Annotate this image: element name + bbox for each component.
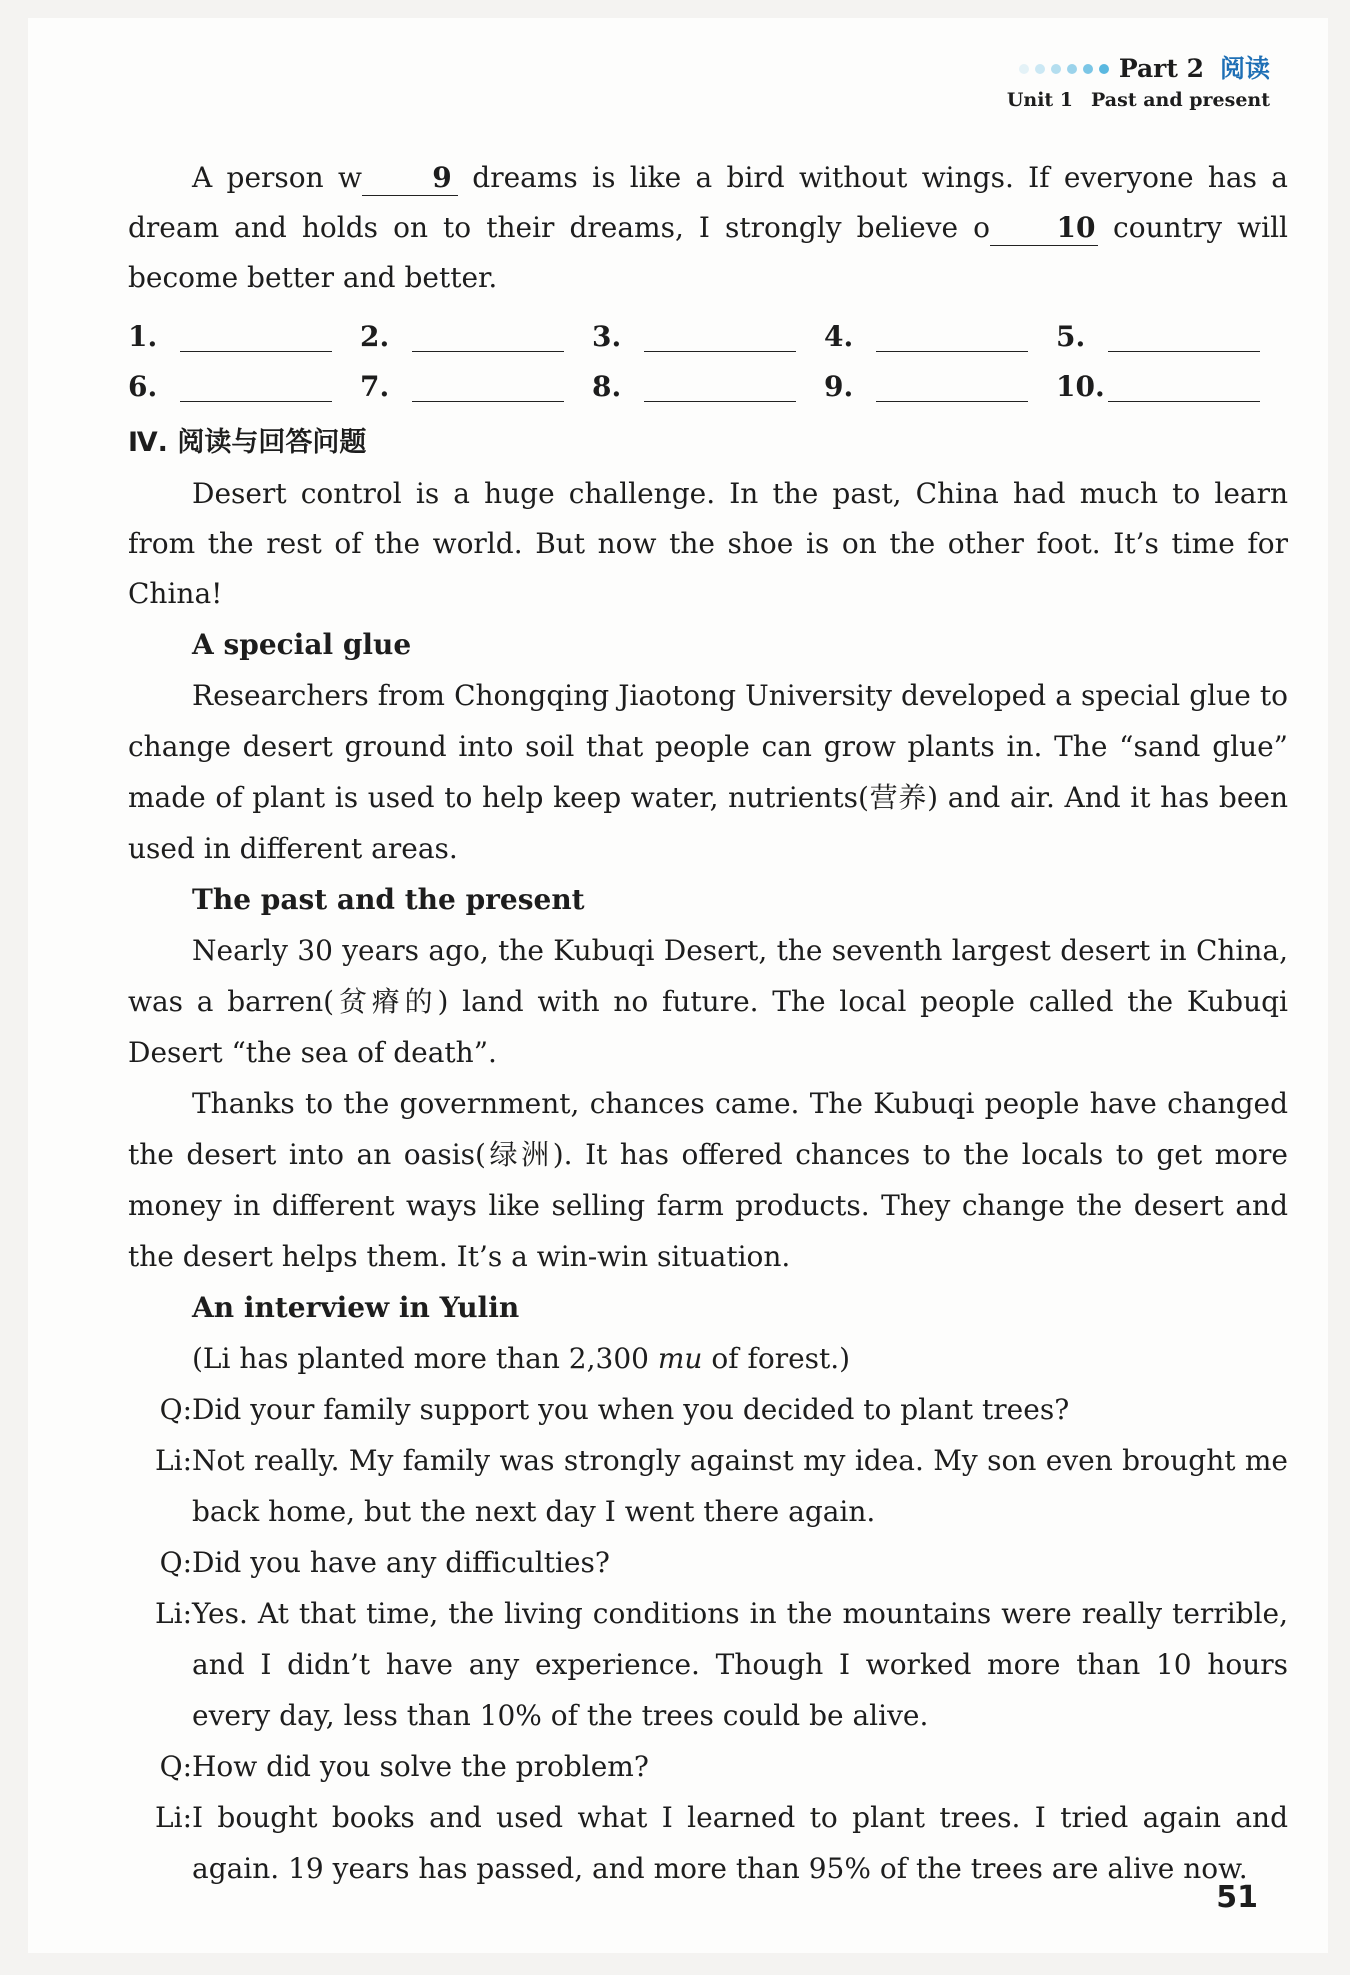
answer-line[interactable] [876,321,1028,352]
answer-cell[interactable] [1056,320,1288,353]
answer-cell[interactable] [824,370,1056,403]
cloze-blank-10: 10 [990,211,1098,246]
answer-number: 10. [1056,369,1105,403]
section-title: Ⅳ. 阅读与回答问题 [128,427,367,458]
header-part: Part 2 [1118,54,1204,83]
cloze-text-b: dreams is like a bird without wings. If everyone has a dream and holds on to their dreams, I strongly believe o [128,161,1288,244]
answer-number: 8. [592,369,622,403]
answer-cell[interactable] [592,320,824,353]
answer-number: 4. [824,319,854,353]
answer-cell[interactable] [128,320,360,353]
answer-number: 5. [1056,319,1086,353]
answer-cell[interactable] [128,370,360,403]
interview-line [128,1741,1288,1792]
paragraph-special-glue: Researchers from Chongqing Jiaotong University developed a special glue to change desert ground into soil that people can grow plants in. The “sand glue” made of plant is used to help keep water, nutrients(营养) and air. And it has been used in different areas. [128,679,1288,865]
interview-line [128,1537,1288,1588]
cloze-blank-9: 9 [362,161,458,196]
header-unit-title: Past and present [1091,89,1270,111]
answer-row-1 [128,311,1288,361]
note-unit-mu: mu [657,1342,703,1375]
interview-line [128,1435,1288,1537]
answer-number: 9. [824,369,854,403]
subheading-past-present: The past and the present [192,883,585,916]
interview-note [192,1333,1288,1384]
note-text-b: of forest.) [702,1342,851,1375]
paragraph-past: Nearly 30 years ago, the Kubuqi Desert, the seventh largest desert in China, was a barren(贫瘠的) land with no future. The local people called the Kubuqi Desert “the sea of death”. [128,934,1288,1069]
answer-line[interactable] [876,371,1028,402]
answer-number: 3. [592,319,622,353]
utterance: I bought books and used what I learned to plant trees. I tried again and again. 19 years has passed, and more than 95% of the trees are alive now. [192,1801,1288,1885]
answer-line[interactable] [180,321,332,352]
speaker: Li: [155,1597,192,1630]
cloze-text-a: A person w [192,161,362,194]
answer-number: 1. [128,319,158,353]
answer-line[interactable] [1108,321,1260,352]
answer-line[interactable] [644,371,796,402]
interview-line [128,1384,1288,1435]
answer-row-2 [128,361,1288,411]
utterance: Did you have any difficulties? [192,1546,610,1579]
answer-line[interactable] [412,371,564,402]
page-number: 51 [1216,1880,1258,1915]
subheading-special-glue: A special glue [192,628,412,661]
speaker: Li: [155,1801,192,1834]
cloze-paragraph [128,153,1288,303]
utterance: How did you solve the problem? [192,1750,649,1783]
header-dots-decoration [1019,54,1115,83]
speaker: Q: [159,1546,192,1579]
answer-number: 7. [360,369,390,403]
paragraph-present: Thanks to the government, chances came. The Kubuqi people have changed the desert into an oasis(绿洲). It has offered chances to the locals to get more money in different ways like selling farm products. They change the desert and the desert helps them. It’s a win-win situation. [128,1087,1288,1273]
page-header [1007,52,1270,114]
utterance: Did your family support you when you decided to plant trees? [192,1393,1070,1426]
answer-line[interactable] [644,321,796,352]
utterance: Yes. At that time, the living conditions in the mountains were really terrible, and I didn’t have any experience. Though I worked more than 10 hours every day, less than 10% of the trees could be alive. [192,1597,1288,1732]
interview-line [128,1588,1288,1741]
note-text-a: (Li has planted more than 2,300 [192,1342,658,1375]
main-content [128,153,1288,1894]
answer-number: 2. [360,319,390,353]
intro-paragraph: Desert control is a huge challenge. In the past, China had much to learn from the rest of the world. But now the shoe is on the other foot. It’s time for China! [128,477,1288,610]
utterance: Not really. My family was strongly against my idea. My son even brought me back home, but the next day I went there again. [192,1444,1288,1528]
answer-line[interactable] [180,371,332,402]
answer-cell[interactable] [1056,370,1288,403]
answer-cell[interactable] [824,320,1056,353]
speaker: Li: [155,1444,192,1477]
speaker: Q: [159,1750,192,1783]
subheading-interview: An interview in Yulin [192,1291,520,1324]
interview-line [128,1792,1288,1894]
cloze-text-c: country will become better and better. [128,211,1288,294]
page [28,18,1328,1953]
answer-line[interactable] [412,321,564,352]
answer-cell[interactable] [592,370,824,403]
speaker: Q: [159,1393,192,1426]
answer-cell[interactable] [360,370,592,403]
header-unit: Unit 1 [1006,89,1074,111]
answer-line[interactable] [1108,371,1260,402]
answer-number: 6. [128,369,158,403]
answer-cell[interactable] [360,320,592,353]
answer-grid [128,311,1288,411]
header-part-cn: 阅读 [1219,54,1270,83]
